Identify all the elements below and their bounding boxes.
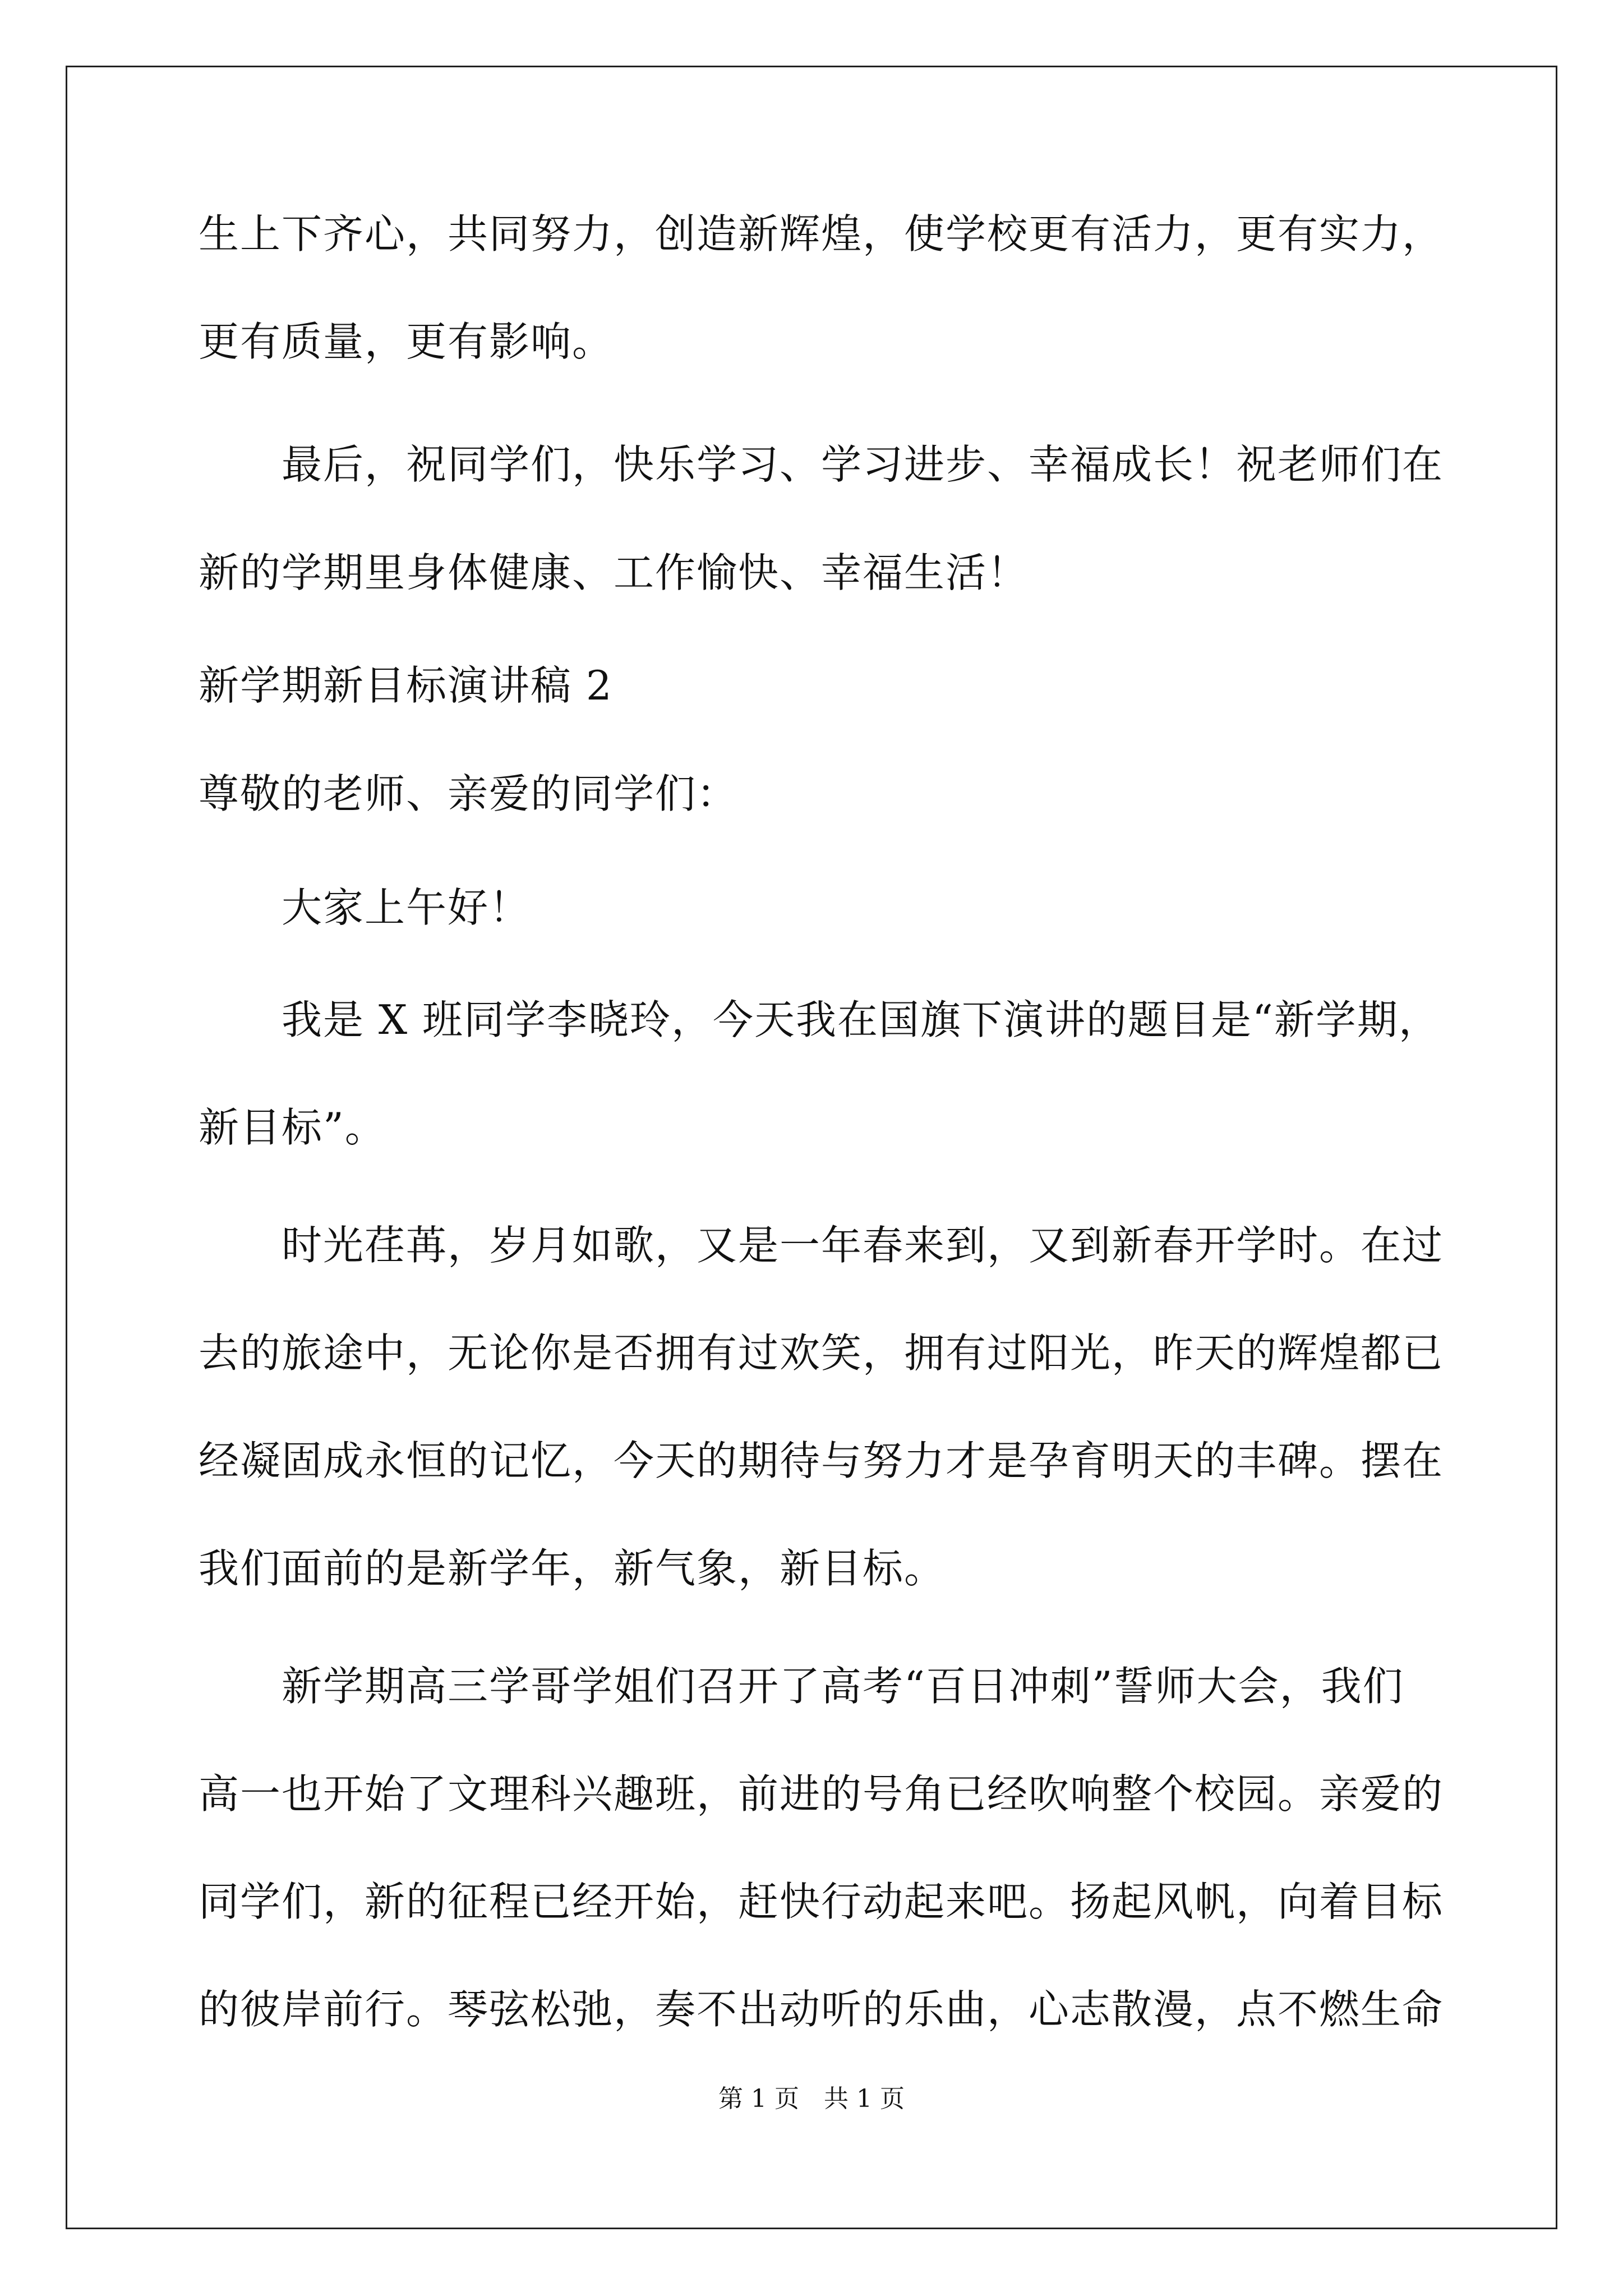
text-line-10: 时光荏苒，岁月如歌，又是一年春来到，又到新春开学时。在过 bbox=[199, 1222, 1444, 1269]
text-line-9: 新目标”。 bbox=[199, 1104, 386, 1151]
text-line-2: 更有质量，更有影响。 bbox=[199, 318, 614, 365]
text-line-12: 经凝固成永恒的记忆，今天的期待与努力才是孕育明天的丰碑。摆在 bbox=[199, 1437, 1444, 1484]
text-line-11: 去的旅途中，无论你是否拥有过欢笑，拥有过阳光，昨天的辉煌都已 bbox=[199, 1329, 1444, 1377]
text-line-8: 我是 X 班同学李晓玲，今天我在国旗下演讲的题目是“新学期， bbox=[199, 996, 1440, 1043]
text-line-4: 新的学期里身体健康、工作愉快、幸福生活！ bbox=[199, 549, 1029, 596]
text-line-7: 大家上午好！ bbox=[199, 884, 531, 931]
text-line-17: 的彼岸前行。琴弦松弛，奏不出动听的乐曲，心志散漫，点不燃生命 bbox=[199, 1986, 1444, 2033]
page-footer: 第 1 页 共 1 页 bbox=[718, 2085, 905, 2113]
text-line-1: 生上下齐心，共同努力，创造新辉煌，使学校更有活力，更有实力， bbox=[199, 210, 1444, 257]
salutation: 尊敬的老师、亲爱的同学们： bbox=[199, 770, 739, 817]
text-line-3: 最后，祝同学们，快乐学习、学习进步、幸福成长！祝老师们在 bbox=[199, 441, 1444, 488]
text-line-13: 我们面前的是新学年，新气象，新目标。 bbox=[199, 1545, 946, 1592]
text-line-16: 同学们，新的征程已经开始，赶快行动起来吧。扬起风帆，向着目标 bbox=[199, 1878, 1444, 1925]
section-heading: 新学期新目标演讲稿 2 bbox=[199, 662, 613, 709]
text-line-15: 高一也开始了文理科兴趣班，前进的号角已经吹响整个校园。亲爱的 bbox=[199, 1770, 1444, 1818]
text-line-14: 新学期高三学哥学姐们召开了高考“百日冲刺”誓师大会，我们 bbox=[199, 1663, 1404, 1710]
